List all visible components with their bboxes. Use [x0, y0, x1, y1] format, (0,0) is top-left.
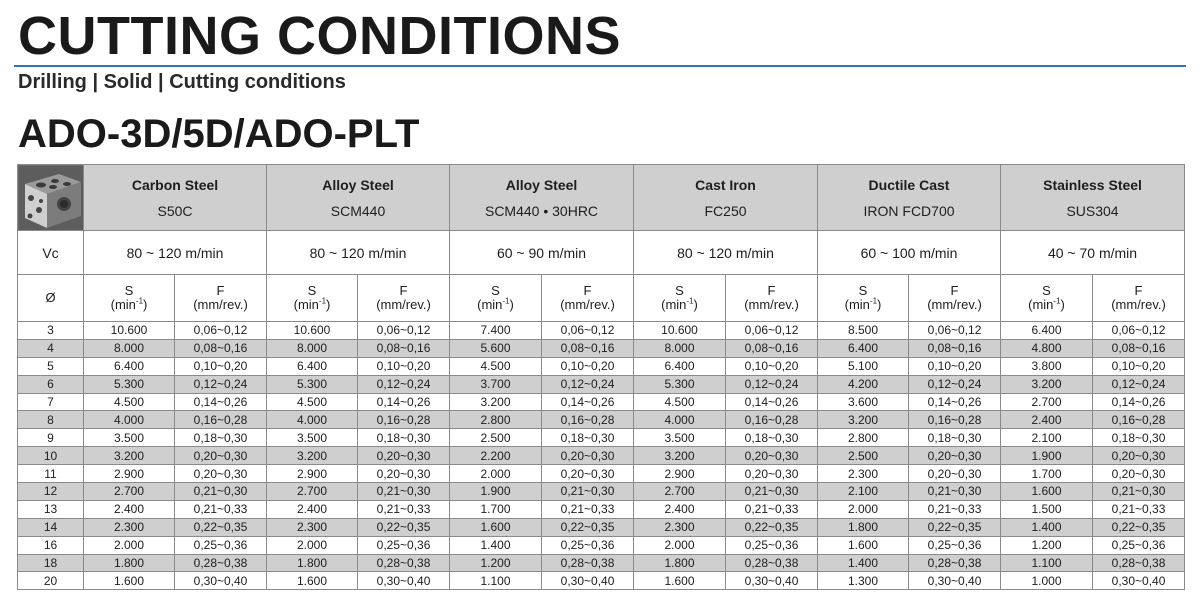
speed-cell: 1.600 [84, 572, 175, 590]
feed-cell: 0,28~0,38 [726, 554, 818, 572]
speed-cell: 5.600 [450, 339, 542, 357]
diameter-cell: 13 [18, 500, 84, 518]
feed-header: F (mm/rev.) [542, 275, 634, 322]
feed-cell: 0,30~0,40 [358, 572, 450, 590]
feed-cell: 0,20~0,30 [1093, 465, 1185, 483]
feed-cell: 0,14~0,26 [726, 393, 818, 411]
feed-cell: 0,20~0,30 [726, 447, 818, 465]
feed-cell: 0,28~0,38 [358, 554, 450, 572]
speed-cell: 8.500 [818, 322, 909, 340]
feed-cell: 0,08~0,16 [1093, 339, 1185, 357]
speed-cell: 3.800 [1001, 357, 1093, 375]
speed-cell: 2.000 [634, 536, 726, 554]
feed-header: F (mm/rev.) [726, 275, 818, 322]
feed-header: F (mm/rev.) [1093, 275, 1185, 322]
material-cast-iron: Cast Iron FC250 [634, 165, 818, 231]
speed-cell: 1.800 [634, 554, 726, 572]
material-alloy-steel: Alloy Steel SCM440 [267, 165, 450, 231]
speed-cell: 2.700 [1001, 393, 1093, 411]
speed-cell: 5.100 [818, 357, 909, 375]
diameter-cell: 12 [18, 483, 84, 501]
diameter-cell: 6 [18, 375, 84, 393]
material-alloy-steel-30hrc: Alloy Steel SCM440 • 30HRC [450, 165, 634, 231]
speed-cell: 3.200 [634, 447, 726, 465]
feed-cell: 0,20~0,30 [358, 465, 450, 483]
feed-cell: 0,18~0,30 [726, 429, 818, 447]
speed-cell: 6.400 [818, 339, 909, 357]
cutting-speed-row [18, 231, 1185, 275]
feed-cell: 0,08~0,16 [909, 339, 1001, 357]
feed-cell: 0,12~0,24 [542, 375, 634, 393]
feed-cell: 0,14~0,26 [358, 393, 450, 411]
feed-cell: 0,20~0,30 [726, 465, 818, 483]
speed-cell: 1.400 [818, 554, 909, 572]
table-row [18, 483, 1185, 501]
feed-cell: 0,30~0,40 [909, 572, 1001, 590]
vc-value: 80 ~ 120 m/min [634, 231, 818, 275]
product-title: ADO-3D/5D/ADO-PLT [18, 112, 420, 156]
speed-cell: 3.200 [1001, 375, 1093, 393]
feed-cell: 0,16~0,28 [175, 411, 267, 429]
diameter-cell: 4 [18, 339, 84, 357]
speed-cell: 2.300 [634, 518, 726, 536]
speed-cell: 1.400 [450, 536, 542, 554]
diameter-cell: 9 [18, 429, 84, 447]
speed-cell: 2.900 [267, 465, 358, 483]
feed-cell: 0,25~0,36 [909, 536, 1001, 554]
feed-cell: 0,08~0,16 [175, 339, 267, 357]
speed-cell: 4.000 [84, 411, 175, 429]
speed-cell: 3.200 [84, 447, 175, 465]
speed-cell: 10.600 [634, 322, 726, 340]
feed-cell: 0,10~0,20 [358, 357, 450, 375]
feed-cell: 0,14~0,26 [909, 393, 1001, 411]
feed-cell: 0,06~0,12 [1093, 322, 1185, 340]
feed-cell: 0,21~0,30 [175, 483, 267, 501]
spindle-speed-header: S $(\min^{-1})$ [450, 275, 542, 322]
speed-cell: 1.600 [634, 572, 726, 590]
speed-cell: 1.600 [267, 572, 358, 590]
feed-cell: 0,12~0,24 [175, 375, 267, 393]
feed-cell: 0,25~0,36 [175, 536, 267, 554]
speed-cell: 1.900 [450, 483, 542, 501]
feed-cell: 0,21~0,30 [358, 483, 450, 501]
breadcrumb-subtitle: Drilling | Solid | Cutting conditions [18, 71, 346, 93]
feed-cell: 0,20~0,30 [542, 465, 634, 483]
speed-cell: 1.700 [450, 500, 542, 518]
table-row [18, 465, 1185, 483]
feed-cell: 0,20~0,30 [909, 465, 1001, 483]
speed-cell: 1.600 [1001, 483, 1093, 501]
feed-cell: 0,10~0,20 [909, 357, 1001, 375]
feed-cell: 0,10~0,20 [726, 357, 818, 375]
speed-cell: 10.600 [84, 322, 175, 340]
speed-cell: 2.300 [818, 465, 909, 483]
workpiece-image [18, 165, 84, 231]
spindle-speed-header: S $(\min^{-1})$ [267, 275, 358, 322]
speed-cell: 4.500 [634, 393, 726, 411]
speed-cell: 2.100 [1001, 429, 1093, 447]
vc-value: 60 ~ 90 m/min [450, 231, 634, 275]
feed-cell: 0,21~0,33 [1093, 500, 1185, 518]
table-row [18, 357, 1185, 375]
feed-cell: 0,30~0,40 [175, 572, 267, 590]
feed-cell: 0,21~0,33 [909, 500, 1001, 518]
speed-cell: 3.500 [634, 429, 726, 447]
speed-cell: 2.500 [450, 429, 542, 447]
material-ductile-cast: Ductile Cast IRON FCD700 [818, 165, 1001, 231]
feed-cell: 0,20~0,30 [909, 447, 1001, 465]
feed-cell: 0,28~0,38 [542, 554, 634, 572]
feed-cell: 0,25~0,36 [542, 536, 634, 554]
speed-cell: 1.300 [818, 572, 909, 590]
speed-cell: 1.800 [267, 554, 358, 572]
speed-cell: 1.500 [1001, 500, 1093, 518]
diameter-cell: 10 [18, 447, 84, 465]
table-row [18, 322, 1185, 340]
feed-cell: 0,28~0,38 [1093, 554, 1185, 572]
table-row [18, 393, 1185, 411]
table-row [18, 429, 1185, 447]
speed-cell: 4.500 [84, 393, 175, 411]
feed-cell: 0,12~0,24 [358, 375, 450, 393]
diameter-cell: 11 [18, 465, 84, 483]
speed-cell: 2.700 [267, 483, 358, 501]
feed-cell: 0,18~0,30 [909, 429, 1001, 447]
speed-cell: 3.500 [267, 429, 358, 447]
feed-cell: 0,14~0,26 [1093, 393, 1185, 411]
speed-cell: 8.000 [84, 339, 175, 357]
page-title: CUTTING CONDITIONS [18, 6, 621, 66]
speed-cell: 2.000 [84, 536, 175, 554]
table-row [18, 339, 1185, 357]
feed-cell: 0,12~0,24 [726, 375, 818, 393]
table-row [18, 411, 1185, 429]
feed-cell: 0,22~0,35 [358, 518, 450, 536]
feed-cell: 0,20~0,30 [358, 447, 450, 465]
speed-cell: 6.400 [267, 357, 358, 375]
speed-cell: 4.500 [450, 357, 542, 375]
material-carbon-steel: Carbon Steel S50C [84, 165, 267, 231]
feed-header: F (mm/rev.) [358, 275, 450, 322]
speed-cell: 4.500 [267, 393, 358, 411]
feed-cell: 0,30~0,40 [726, 572, 818, 590]
spindle-speed-header: S $(\min^{-1})$ [818, 275, 909, 322]
feed-cell: 0,22~0,35 [909, 518, 1001, 536]
diameter-cell: 7 [18, 393, 84, 411]
material-header-row [18, 165, 1185, 231]
feed-cell: 0,20~0,30 [1093, 447, 1185, 465]
table-row [18, 500, 1185, 518]
feed-cell: 0,25~0,36 [358, 536, 450, 554]
feed-cell: 0,08~0,16 [542, 339, 634, 357]
diameter-cell: 18 [18, 554, 84, 572]
speed-cell: 8.000 [267, 339, 358, 357]
speed-cell: 7.400 [450, 322, 542, 340]
speed-cell: 2.000 [267, 536, 358, 554]
feed-cell: 0,20~0,30 [542, 447, 634, 465]
speed-feed-header-row [18, 275, 1185, 322]
speed-cell: 10.600 [267, 322, 358, 340]
speed-cell: 3.500 [84, 429, 175, 447]
speed-cell: 5.300 [267, 375, 358, 393]
speed-cell: 2.300 [267, 518, 358, 536]
speed-cell: 2.400 [1001, 411, 1093, 429]
feed-header: F (mm/rev.) [909, 275, 1001, 322]
feed-cell: 0,06~0,12 [175, 322, 267, 340]
speed-cell: 6.400 [1001, 322, 1093, 340]
spindle-speed-header: S $(\min^{-1})$ [84, 275, 175, 322]
speed-cell: 1.200 [1001, 536, 1093, 554]
feed-cell: 0,25~0,36 [1093, 536, 1185, 554]
cutting-conditions-table [17, 164, 1185, 590]
diameter-cell: 16 [18, 536, 84, 554]
feed-cell: 0,06~0,12 [909, 322, 1001, 340]
feed-cell: 0,30~0,40 [1093, 572, 1185, 590]
feed-cell: 0,18~0,30 [1093, 429, 1185, 447]
feed-cell: 0,20~0,30 [175, 447, 267, 465]
speed-cell: 1.800 [84, 554, 175, 572]
speed-cell: 1.600 [818, 536, 909, 554]
vc-value: 80 ~ 120 m/min [267, 231, 450, 275]
speed-cell: 4.800 [1001, 339, 1093, 357]
table-row [18, 375, 1185, 393]
vc-value: 40 ~ 70 m/min [1001, 231, 1185, 275]
vc-value: 80 ~ 120 m/min [84, 231, 267, 275]
diameter-cell: 5 [18, 357, 84, 375]
speed-cell: 4.000 [267, 411, 358, 429]
speed-cell: 1.800 [818, 518, 909, 536]
feed-cell: 0,10~0,20 [542, 357, 634, 375]
feed-cell: 0,16~0,28 [909, 411, 1001, 429]
feed-cell: 0,12~0,24 [1093, 375, 1185, 393]
speed-cell: 2.400 [634, 500, 726, 518]
speed-cell: 4.200 [818, 375, 909, 393]
feed-cell: 0,21~0,33 [175, 500, 267, 518]
vc-value: 60 ~ 100 m/min [818, 231, 1001, 275]
speed-cell: 1.400 [1001, 518, 1093, 536]
feed-cell: 0,16~0,28 [358, 411, 450, 429]
diameter-label: Ø [18, 275, 84, 322]
feed-cell: 0,16~0,28 [542, 411, 634, 429]
speed-cell: 1.900 [1001, 447, 1093, 465]
speed-cell: 2.500 [818, 447, 909, 465]
feed-cell: 0,08~0,16 [358, 339, 450, 357]
speed-cell: 3.600 [818, 393, 909, 411]
feed-cell: 0,25~0,36 [726, 536, 818, 554]
feed-cell: 0,08~0,16 [726, 339, 818, 357]
feed-cell: 0,28~0,38 [175, 554, 267, 572]
speed-cell: 1.200 [450, 554, 542, 572]
feed-header: F (mm/rev.) [175, 275, 267, 322]
feed-cell: 0,14~0,26 [542, 393, 634, 411]
table-row [18, 518, 1185, 536]
feed-cell: 0,21~0,30 [1093, 483, 1185, 501]
feed-cell: 0,21~0,30 [909, 483, 1001, 501]
feed-cell: 0,21~0,30 [726, 483, 818, 501]
table-row [18, 536, 1185, 554]
vc-label: Vc [18, 231, 84, 275]
speed-cell: 1.100 [450, 572, 542, 590]
speed-cell: 1.100 [1001, 554, 1093, 572]
material-stainless-steel: Stainless Steel SUS304 [1001, 165, 1185, 231]
spindle-speed-header: S $(\min^{-1})$ [634, 275, 726, 322]
title-divider [14, 65, 1186, 67]
feed-cell: 0,06~0,12 [542, 322, 634, 340]
feed-cell: 0,22~0,35 [542, 518, 634, 536]
feed-cell: 0,21~0,33 [726, 500, 818, 518]
feed-cell: 0,10~0,20 [1093, 357, 1185, 375]
feed-cell: 0,28~0,38 [909, 554, 1001, 572]
speed-cell: 2.700 [634, 483, 726, 501]
speed-cell: 2.800 [818, 429, 909, 447]
speed-cell: 5.300 [634, 375, 726, 393]
speed-cell: 8.000 [634, 339, 726, 357]
speed-cell: 2.900 [634, 465, 726, 483]
feed-cell: 0,18~0,30 [175, 429, 267, 447]
table-row [18, 572, 1185, 590]
speed-cell: 2.200 [450, 447, 542, 465]
feed-cell: 0,06~0,12 [726, 322, 818, 340]
speed-cell: 3.200 [818, 411, 909, 429]
feed-cell: 0,06~0,12 [358, 322, 450, 340]
speed-cell: 6.400 [84, 357, 175, 375]
feed-cell: 0,12~0,24 [909, 375, 1001, 393]
speed-cell: 2.400 [267, 500, 358, 518]
speed-cell: 3.700 [450, 375, 542, 393]
speed-cell: 2.900 [84, 465, 175, 483]
speed-cell: 6.400 [634, 357, 726, 375]
speed-cell: 2.400 [84, 500, 175, 518]
speed-cell: 1.600 [450, 518, 542, 536]
feed-cell: 0,22~0,35 [1093, 518, 1185, 536]
feed-cell: 0,16~0,28 [1093, 411, 1185, 429]
diameter-cell: 8 [18, 411, 84, 429]
speed-cell: 2.100 [818, 483, 909, 501]
speed-cell: 4.000 [634, 411, 726, 429]
diameter-cell: 3 [18, 322, 84, 340]
speed-cell: 3.200 [450, 393, 542, 411]
speed-cell: 1.700 [1001, 465, 1093, 483]
feed-cell: 0,21~0,33 [542, 500, 634, 518]
speed-cell: 2.300 [84, 518, 175, 536]
speed-cell: 1.000 [1001, 572, 1093, 590]
speed-cell: 5.300 [84, 375, 175, 393]
speed-cell: 2.800 [450, 411, 542, 429]
spindle-speed-header: S $(\min^{-1})$ [1001, 275, 1093, 322]
feed-cell: 0,18~0,30 [542, 429, 634, 447]
speed-cell: 2.000 [818, 500, 909, 518]
feed-cell: 0,16~0,28 [726, 411, 818, 429]
diameter-cell: 14 [18, 518, 84, 536]
table-row [18, 554, 1185, 572]
feed-cell: 0,30~0,40 [542, 572, 634, 590]
feed-cell: 0,21~0,33 [358, 500, 450, 518]
speed-cell: 2.000 [450, 465, 542, 483]
feed-cell: 0,22~0,35 [726, 518, 818, 536]
feed-cell: 0,14~0,26 [175, 393, 267, 411]
feed-cell: 0,21~0,30 [542, 483, 634, 501]
feed-cell: 0,10~0,20 [175, 357, 267, 375]
diameter-cell: 20 [18, 572, 84, 590]
table-row [18, 447, 1185, 465]
speed-cell: 2.700 [84, 483, 175, 501]
speed-cell: 3.200 [267, 447, 358, 465]
feed-cell: 0,22~0,35 [175, 518, 267, 536]
feed-cell: 0,18~0,30 [358, 429, 450, 447]
feed-cell: 0,20~0,30 [175, 465, 267, 483]
